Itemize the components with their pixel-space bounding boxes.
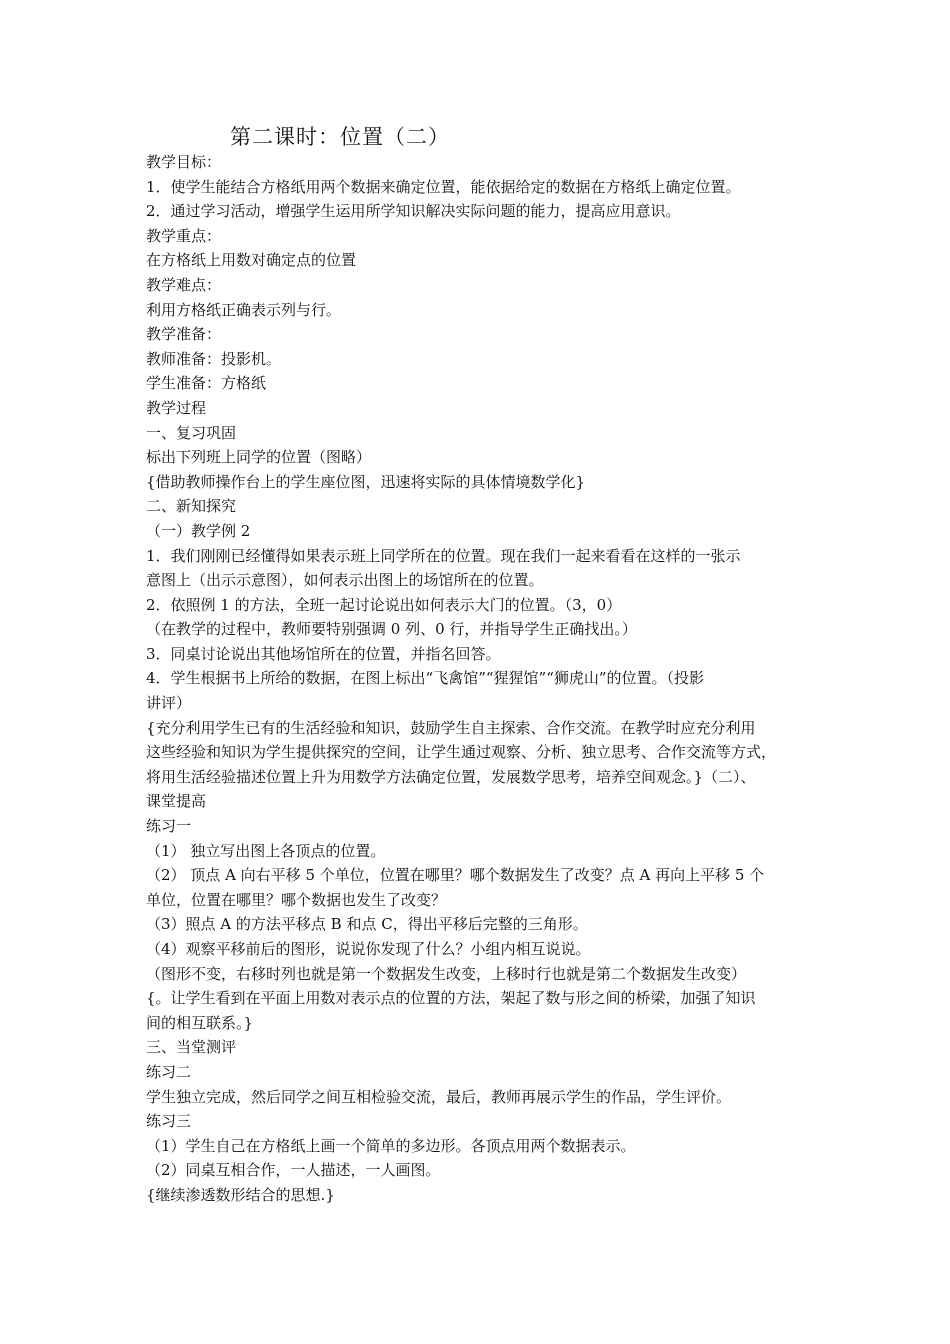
text-line: 利用方格纸正确表示列与行。 bbox=[146, 300, 342, 319]
text-line: （1） 独立写出图上各顶点的位置。 bbox=[146, 841, 386, 860]
text-line: {。让学生看到在平面上用数对表示点的位置的方法，架起了数与形之间的桥梁，加强了知识 bbox=[146, 989, 756, 1008]
text-line: 2．依照例 1 的方法，全班一起讨论说出如何表示大门的位置。（3，0） bbox=[146, 595, 622, 614]
text-line: 教学目标： bbox=[146, 153, 222, 171]
text-line: 3．同桌讨论说出其他场馆所在的位置，并指名回答。 bbox=[146, 644, 501, 663]
text-line: 一、复习巩固 bbox=[146, 423, 237, 442]
text-line: 1．我们刚刚已经懂得如果表示班上同学所在的位置。现在我们一起来看看在这样的一张示 bbox=[146, 546, 741, 565]
text-line: （2） 顶点 A 向右平移 5 个单位，位置在哪里？哪个数据发生了改变？点 A 再向上平移 5 个 bbox=[146, 866, 765, 885]
text-line: 教师准备：投影机。 bbox=[146, 349, 282, 368]
text-line: 将用生活经验描述位置上升为用数学方法确定位置，发展数学思考，培养空间观念。}（二）、 bbox=[146, 767, 756, 786]
text-line: 学生准备：方格纸 bbox=[146, 374, 267, 393]
text-line: 教学难点： bbox=[146, 275, 222, 294]
text-line: （3）照点 A 的方法平移点 B 和点 C，得出平移后完整的三角形。 bbox=[146, 915, 588, 934]
text-line: （一）教学例 2 bbox=[146, 521, 251, 540]
text-line: 4．学生根据书上所给的数据，在图上标出“飞禽馆”“猩猩馆”“狮虎山”的位置。（投影 bbox=[146, 669, 705, 688]
text-line: 标出下列班上同学的位置（图略） bbox=[146, 448, 372, 467]
text-line: {继续渗透数形结合的思想.} bbox=[146, 1185, 335, 1204]
document-body bbox=[146, 150, 818, 1208]
text-line: （2）同桌互相合作，一人描述，一人画图。 bbox=[146, 1161, 441, 1180]
text-line: （4）观察平移前后的图形，说说你发现了什么？小组内相互说说。 bbox=[146, 940, 591, 958]
text-line: 课堂提高 bbox=[146, 792, 207, 811]
text-line: 教学准备： bbox=[146, 325, 222, 344]
text-line: （在教学的过程中，教师要特别强调 0 列、0 行，并指导学生正确找出。） bbox=[146, 620, 637, 639]
text-line: 讲评） bbox=[146, 694, 192, 713]
document-title: 第二课时：位置（二） bbox=[230, 125, 450, 149]
text-line: 教学过程 bbox=[146, 398, 207, 417]
text-line: 这些经验和知识为学生提供探究的空间，让学生通过观察、分析、独立思考、合作交流等方式， bbox=[146, 743, 777, 762]
text-line: {借助教师操作台上的学生座位图，迅速将实际的具体情境数学化} bbox=[146, 472, 586, 491]
text-line: 教学重点： bbox=[146, 226, 222, 245]
text-line: {充分利用学生已有的生活经验和知识，鼓励学生自主探索、合作交流。在教学时应充分利用 bbox=[146, 718, 756, 737]
text-line: 1．使学生能结合方格纸用两个数据来确定位置，能依据给定的数据在方格纸上确定位置。 bbox=[146, 177, 741, 196]
text-line: 学生独立完成，然后同学之间互相检验交流，最后，教师再展示学生的作品，学生评价。 bbox=[146, 1087, 732, 1106]
text-line: 单位，位置在哪里？哪个数据也发生了改变？ bbox=[146, 890, 447, 909]
text-line: 意图上（出示示意图），如何表示出图上的场馆所在的位置。 bbox=[146, 571, 544, 590]
text-line: 练习三 bbox=[146, 1112, 192, 1131]
text-line: 练习一 bbox=[146, 817, 192, 836]
text-line: 在方格纸上用数对确定点的位置 bbox=[146, 251, 357, 270]
text-line: 二、新知探究 bbox=[146, 497, 237, 516]
text-line: 练习二 bbox=[146, 1062, 192, 1081]
text-line: 间的相互联系。} bbox=[146, 1013, 254, 1032]
text-line: 2．通过学习活动，增强学生运用所学知识解决实际问题的能力，提高应用意识。 bbox=[146, 202, 681, 221]
text-line: （1）学生自己在方格纸上画一个简单的多边形。各顶点用两个数据表示。 bbox=[146, 1136, 636, 1155]
text-line: 三、当堂测评 bbox=[146, 1038, 237, 1057]
text-line: （图形不变，右移时列也就是第一个数据发生改变，上移时行也就是第二个数据发生改变） bbox=[146, 964, 747, 983]
